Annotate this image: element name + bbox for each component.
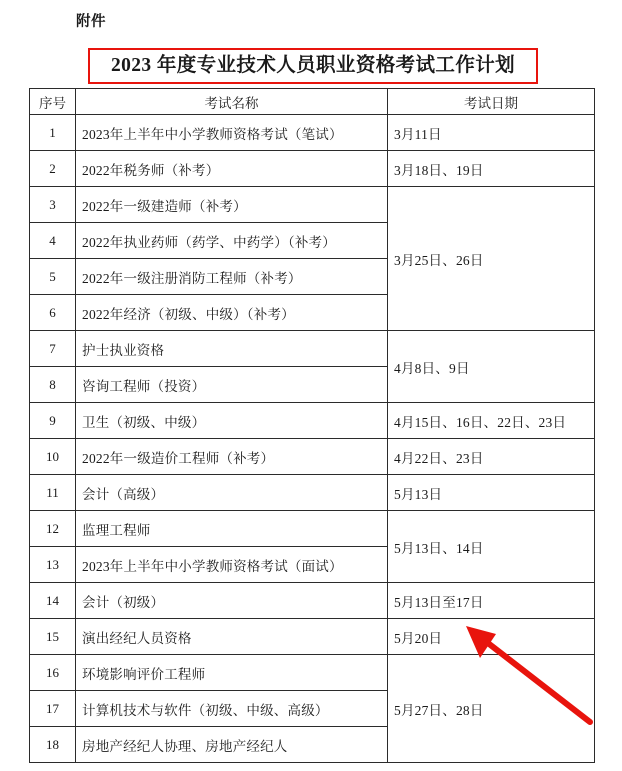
column-header-date: 考试日期 <box>388 89 595 115</box>
title-container <box>88 48 538 84</box>
cell-exam-date: 4月15日、16日、22日、23日 <box>388 403 595 439</box>
cell-no: 11 <box>30 475 76 511</box>
cell-exam-name: 2023年上半年中小学教师资格考试（笔试） <box>76 115 388 151</box>
table-header-row <box>30 89 595 115</box>
cell-no: 13 <box>30 547 76 583</box>
cell-no: 12 <box>30 511 76 547</box>
cell-exam-date: 4月22日、23日 <box>388 439 595 475</box>
cell-exam-date: 5月20日 <box>388 619 595 655</box>
cell-no: 15 <box>30 619 76 655</box>
table-header <box>30 89 595 115</box>
cell-no: 14 <box>30 583 76 619</box>
cell-exam-name: 计算机技术与软件（初级、中级、高级） <box>76 691 388 727</box>
cell-no: 6 <box>30 295 76 331</box>
cell-exam-date: 5月13日至17日 <box>388 583 595 619</box>
table-row <box>30 115 595 151</box>
cell-no: 18 <box>30 727 76 763</box>
table-row <box>30 331 595 367</box>
cell-exam-name: 2022年一级建造师（补考） <box>76 187 388 223</box>
cell-no: 2 <box>30 151 76 187</box>
cell-exam-name: 2022年税务师（补考） <box>76 151 388 187</box>
cell-no: 10 <box>30 439 76 475</box>
cell-no: 5 <box>30 259 76 295</box>
cell-exam-name: 2023年上半年中小学教师资格考试（面试） <box>76 547 388 583</box>
cell-exam-name: 2022年一级注册消防工程师（补考） <box>76 259 388 295</box>
attachment-label: 附件 <box>76 14 106 30</box>
column-header-no: 序号 <box>30 89 76 115</box>
cell-exam-name: 2022年一级造价工程师（补考） <box>76 439 388 475</box>
table-row <box>30 583 595 619</box>
cell-exam-date: 5月27日、28日 <box>388 655 595 763</box>
page-title: 2023 年度专业技术人员职业资格考试工作计划 <box>110 55 516 76</box>
cell-exam-name: 会计（高级） <box>76 475 388 511</box>
table-row <box>30 619 595 655</box>
cell-exam-name: 监理工程师 <box>76 511 388 547</box>
cell-exam-name: 咨询工程师（投资） <box>76 367 388 403</box>
cell-no: 8 <box>30 367 76 403</box>
cell-exam-date: 3月25日、26日 <box>388 187 595 331</box>
cell-no: 4 <box>30 223 76 259</box>
cell-exam-date: 5月13日 <box>388 475 595 511</box>
table-row <box>30 475 595 511</box>
cell-exam-name: 会计（初级） <box>76 583 388 619</box>
table-body <box>30 115 595 763</box>
cell-exam-name: 演出经纪人员资格 <box>76 619 388 655</box>
cell-exam-date: 4月8日、9日 <box>388 331 595 403</box>
cell-no: 3 <box>30 187 76 223</box>
cell-exam-name: 护士执业资格 <box>76 331 388 367</box>
cell-exam-date: 5月13日、14日 <box>388 511 595 583</box>
cell-no: 7 <box>30 331 76 367</box>
cell-exam-name: 2022年经济（初级、中级）（补考） <box>76 295 388 331</box>
column-header-name: 考试名称 <box>76 89 388 115</box>
table-row <box>30 151 595 187</box>
cell-no: 16 <box>30 655 76 691</box>
exam-plan-table <box>29 88 595 763</box>
table-row <box>30 403 595 439</box>
cell-no: 1 <box>30 115 76 151</box>
cell-exam-name: 房地产经纪人协理、房地产经纪人 <box>76 727 388 763</box>
cell-exam-name: 2022年执业药师（药学、中药学）（补考） <box>76 223 388 259</box>
cell-exam-date: 3月18日、19日 <box>388 151 595 187</box>
cell-exam-name: 环境影响评价工程师 <box>76 655 388 691</box>
table-row <box>30 511 595 547</box>
cell-no: 17 <box>30 691 76 727</box>
table-row <box>30 439 595 475</box>
table-row <box>30 187 595 223</box>
cell-exam-name: 卫生（初级、中级） <box>76 403 388 439</box>
table-row <box>30 655 595 691</box>
cell-no: 9 <box>30 403 76 439</box>
cell-exam-date: 3月11日 <box>388 115 595 151</box>
